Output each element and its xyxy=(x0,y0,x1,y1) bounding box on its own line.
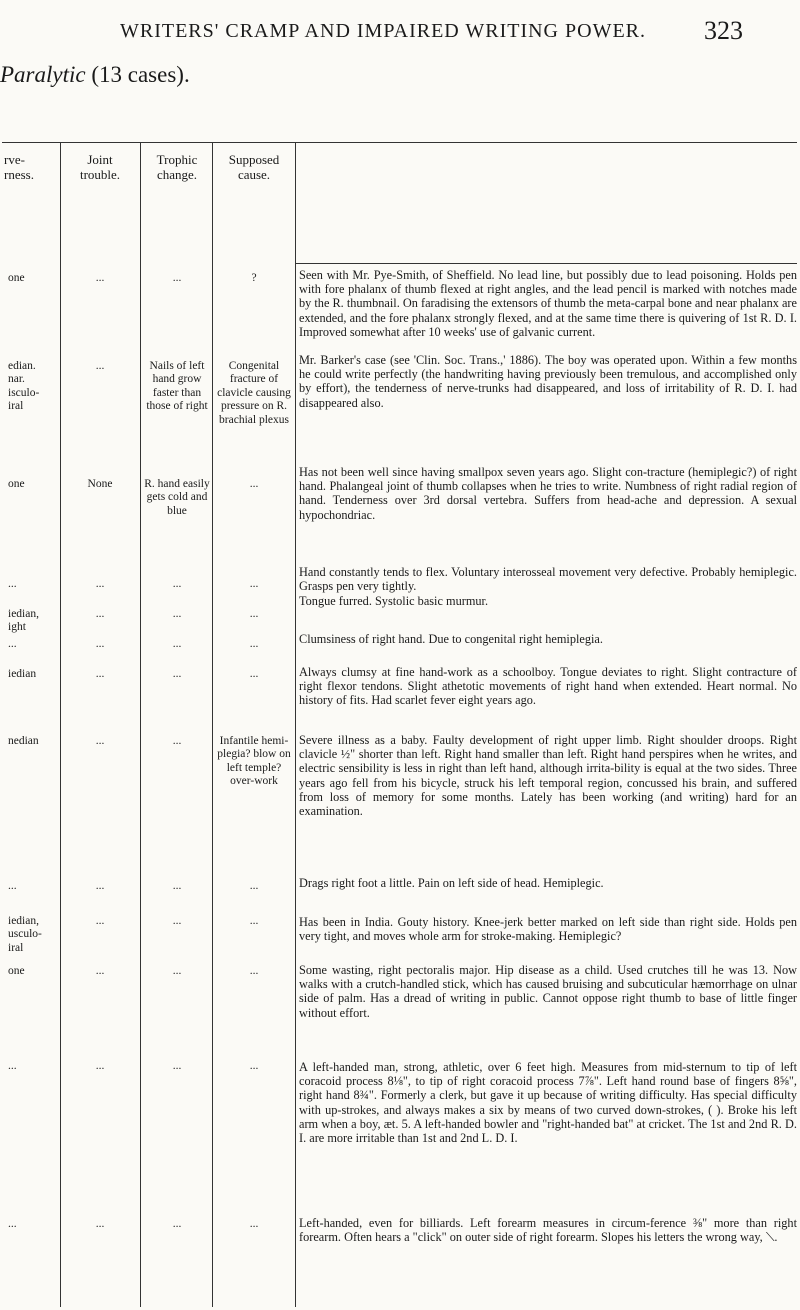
row-5-joint: ... xyxy=(95,608,105,620)
row-9-nerve: ... xyxy=(8,880,17,892)
row-7-nerve: iedian xyxy=(8,668,37,680)
row-13-nerve: ... xyxy=(8,1218,17,1230)
row-2-trophic: Nails of left hand grow faster than those of right xyxy=(146,360,208,413)
row-13-trophic: ... xyxy=(172,1218,182,1230)
row-8-joint: ... xyxy=(95,735,105,747)
row-10-trophic: ... xyxy=(172,915,182,927)
row-8-cause: Infantile hemi-plegia? blow on left temple? over-work xyxy=(217,735,291,788)
row-13-joint: ... xyxy=(95,1218,105,1230)
row-6-cause: ... xyxy=(249,638,259,650)
col-rule-2 xyxy=(140,142,141,1307)
row-3-remarks: Has not been well since having smallpox seven years ago. Slight con-tracture (hemiplegic?) of right hand. Phalangeal joint of thumb collapses when he tries to write. Numbness of right radial region of hand. Tenderness over 3rd dorsal vertebra. Suffers from head-ache and depression. A sexual hypochondriac. xyxy=(299,465,797,522)
row-12-remarks: A left-handed man, strong, athletic, over 6 feet high. Measures from mid-sternum to tip of left coracoid process 8⅛", to tip of right coracoid process 7⅞". Left hand round base of fingers 8⅝", right hand 8¾". Formerly a clerk, but gave it up because of writing difficulty. Has special difficulty with up-strokes, and always makes a six by means of two curved down-strokes, ( ). Broke his left arm when a boy, æt. 5. A left-handed bowler and "right-handed bat" at cricket. The 1st and 2nd R. D. I. are more irritable than 1st and 2nd L. D. I. xyxy=(299,1060,797,1146)
row-11-remarks: Some wasting, right pectoralis major. Hip disease as a child. Used crutches till he was 13. Now walks with a crutch-handled stick, which has caused bruising and subcuticular hæmorrhage on ulnar side of palm. Has a dread of writing in public. Cannot oppose right thumb to base of little finger without effort. xyxy=(299,963,797,1020)
row-1-joint: ... xyxy=(95,272,105,284)
row-8-nerve: nedian xyxy=(8,735,39,747)
row-10-nerve: iedian, usculo- iral xyxy=(8,915,42,954)
row-8-trophic: ... xyxy=(172,735,182,747)
row-6-remarks: Clumsiness of right hand. Due to congenital right hemiplegia. xyxy=(299,632,603,646)
row-11-joint: ... xyxy=(95,965,105,977)
row-4-trophic: ... xyxy=(172,578,182,590)
row-12-trophic: ... xyxy=(172,1060,182,1072)
row-3-cause: ... xyxy=(249,478,259,490)
row-10-cause: ... xyxy=(249,915,259,927)
col-header-nerve: rve- rness. xyxy=(4,152,34,182)
row-11-nerve: one xyxy=(8,965,25,977)
section-heading xyxy=(0,62,190,88)
row-5-cause: ... xyxy=(249,608,259,620)
row-7-trophic: ... xyxy=(172,668,182,680)
row-2-joint: ... xyxy=(95,360,105,372)
row-2-remarks: Mr. Barker's case (see 'Clin. Soc. Trans.,' 1886). The boy was operated upon. Within a few months he could write perfectly (the handwriting having previously been tremulous, and accomplished only by effort), the tenderness of nerve-trunks had disappeared, and loss of irritability of R. D. I. had disappeared also. xyxy=(299,353,797,410)
row-9-joint: ... xyxy=(95,880,105,892)
col-rule-3 xyxy=(212,142,213,1307)
row-9-trophic: ... xyxy=(172,880,182,892)
row-10-joint: ... xyxy=(95,915,105,927)
row-7-cause: ... xyxy=(249,668,259,680)
row-10-remarks: Has been in India. Gouty history. Knee-jerk better marked on left side than right side. Holds pen very tight, and moves whole arm for stroke-making. Hemiplegic? xyxy=(299,915,797,944)
row-2-cause: Congenital fracture of clavicle causing pressure on R. brachial plexus xyxy=(217,360,291,426)
page-header xyxy=(0,14,800,54)
header-bottom-rule xyxy=(295,263,797,264)
col-header-cause: Supposed cause. xyxy=(228,152,280,182)
row-3-nerve: one xyxy=(8,478,25,490)
row-1-nerve: one xyxy=(8,272,25,284)
col-header-trophic: Trophic change. xyxy=(156,152,198,182)
row-8-remarks: Severe illness as a baby. Faulty development of right upper limb. Right shoulder droops. Right clavicle ½" shorter than left. Right hand smaller than left. Right hand perspires when he writes, and electric sensibility is less in right than left hand, although irrita-bility is equal at the two sides. Three years ago fell from his bicycle, struck his left temporal region, concussed his brain, and suffered from loss of memory for some months. Lately has been working (and writing) hard for an examination. xyxy=(299,733,797,819)
section-title: Paralytic xyxy=(0,62,86,87)
row-4-remarks: Hand constantly tends to flex. Voluntary interosseal movement very defective. Probably hemiplegic. Grasps pen very tightly. xyxy=(299,565,797,594)
row-3-trophic: R. hand easily gets cold and blue xyxy=(144,478,210,517)
row-11-trophic: ... xyxy=(172,965,182,977)
row-9-remarks: Drags right foot a little. Pain on left side of head. Hemiplegic. xyxy=(299,876,604,890)
row-7-remarks: Always clumsy at fine hand-work as a schoolboy. Tongue deviates to right. Slight contracture of right flexor tendons. Slight athetotic movements of right hand when extended. Heart normal. No history of fits. Had scarlet fever eight years ago. xyxy=(299,665,797,708)
page-number: 323 xyxy=(704,16,743,45)
row-3-joint: None xyxy=(87,478,113,490)
row-1-remarks: Seen with Mr. Pye-Smith, of Sheffield. No lead line, but possibly due to lead poisoning. Holds pen with fore phalanx of thumb flexed at right angles, and the lead pencil is marked with notches made by the R. thumbnail. On faradising the extensors of thumb the meta-carpal bone and near phalanx are extended, and the fore phalanx strongly flexed, and at the same time there is quivering of 1st R. D. I. Improved somewhat after 10 weeks' use of galvanic current. xyxy=(299,268,797,339)
row-5-trophic: ... xyxy=(172,608,182,620)
row-13-remarks: Left-handed, even for billiards. Left forearm measures in circum-ference ⅜" more than right forearm. Often hears a "click" on outer side of right forearm. Slopes his letters the wrong way, ⟍. xyxy=(299,1216,797,1245)
row-1-trophic: ... xyxy=(172,272,182,284)
row-5-remarks: Tongue furred. Systolic basic murmur. xyxy=(299,594,489,608)
case-count: (13 cases). xyxy=(91,62,190,87)
col-rule-4 xyxy=(295,142,296,1307)
row-7-joint: ... xyxy=(95,668,105,680)
row-5-nerve: iedian, ight xyxy=(8,608,39,634)
row-6-trophic: ... xyxy=(172,638,182,650)
row-2-nerve: edian. nar. isculo- iral xyxy=(8,360,40,413)
row-9-cause: ... xyxy=(249,880,259,892)
row-12-cause: ... xyxy=(249,1060,259,1072)
row-6-nerve: ... xyxy=(8,638,17,650)
table-top-rule xyxy=(2,142,797,143)
row-12-nerve: ... xyxy=(8,1060,17,1072)
col-rule-1 xyxy=(60,142,61,1307)
running-title: WRITERS' CRAMP AND IMPAIRED WRITING POWER. xyxy=(120,20,647,42)
row-4-joint: ... xyxy=(95,578,105,590)
row-12-joint: ... xyxy=(95,1060,105,1072)
col-header-joint: Joint trouble. xyxy=(79,152,121,182)
row-1-cause: ? xyxy=(251,272,257,284)
row-4-cause: ... xyxy=(249,578,259,590)
row-13-cause: ... xyxy=(249,1218,259,1230)
row-6-joint: ... xyxy=(95,638,105,650)
row-11-cause: ... xyxy=(249,965,259,977)
row-4-nerve: ... xyxy=(8,578,17,590)
